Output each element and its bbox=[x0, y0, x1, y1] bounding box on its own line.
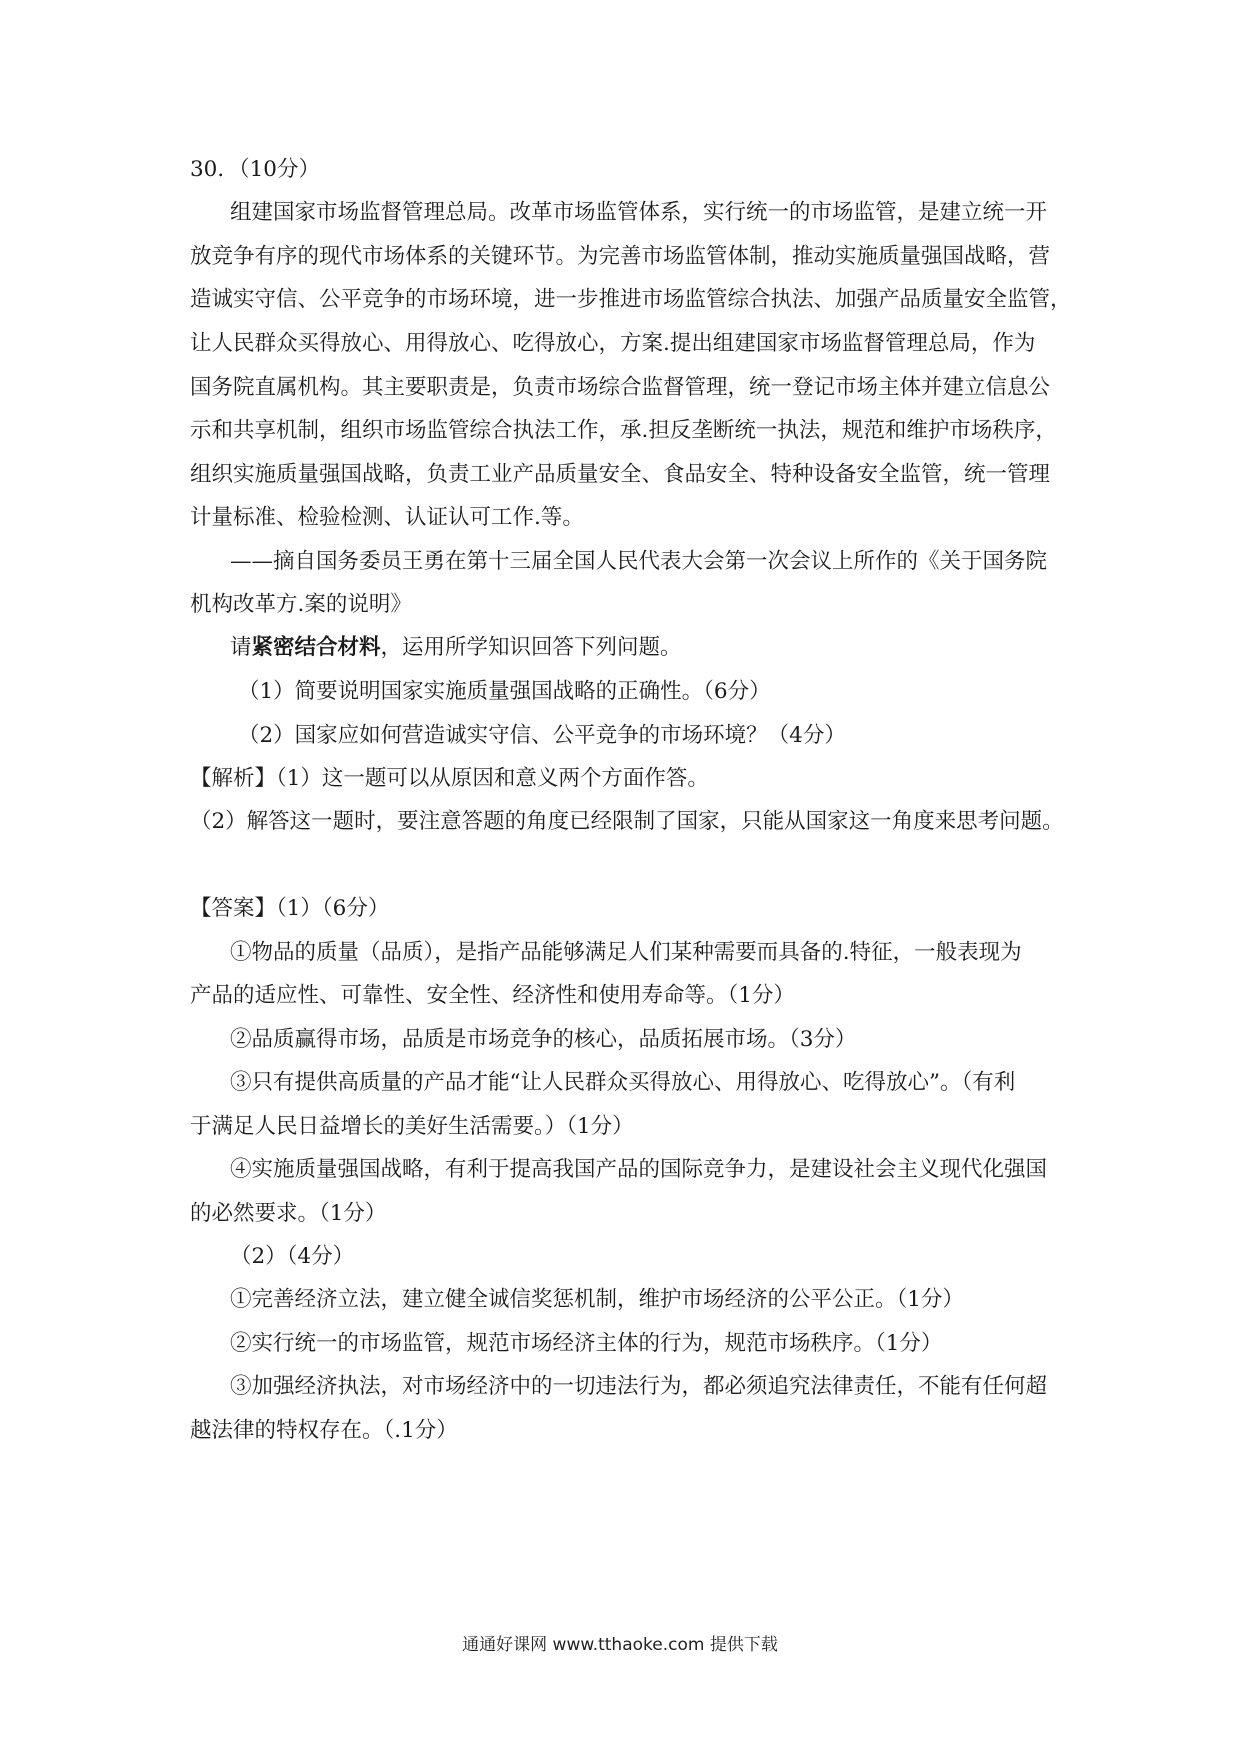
instruction bbox=[230, 636, 682, 660]
analysis-line: 【解析】（1）这一题可以从原因和意义两个方面作答。 bbox=[190, 766, 709, 791]
material-line: 国务院直属机构。其主要职责是，负责市场综合监督管理，统一登记市场主体并建立信息公 bbox=[190, 375, 1051, 400]
answer-line: 的必然要求。（1分） bbox=[190, 1201, 387, 1226]
answer-line: ②实行统一的市场监管，规范市场经济主体的行为，规范市场秩序。（1分） bbox=[230, 1331, 943, 1356]
answer-line: ④实施质量强国战略，有利于提高我国产品的国际竞争力，是建设社会主义现代化强国 bbox=[230, 1157, 1048, 1182]
answer-line: ②品质赢得市场，品质是市场竞争的核心，品质拓展市场。（3分） bbox=[230, 1027, 857, 1052]
question-header: 30．（10分） bbox=[190, 157, 320, 182]
source-line: 机构改革方.案的说明》 bbox=[190, 592, 412, 617]
answer-line: ③只有提供高质量的产品才能“让人民群众买得放心、用得放心、吃得放心”。（有利 bbox=[230, 1070, 1016, 1095]
answer-line: 越法律的特权存在。（.1分） bbox=[190, 1418, 458, 1443]
material-line: 计量标准、检验检测、认证认可工作.等。 bbox=[190, 505, 584, 530]
instruction-suffix: ，运用所学知识回答下列问题。 bbox=[380, 635, 682, 660]
material-line: 组建国家市场监督管理总局。改革市场监管体系，实行统一的市场监管，是建立统一开 bbox=[230, 200, 1048, 225]
analysis-line: （2）解答这一题时，要注意答题的角度已经限制了国家，只能从国家这一角度来思考问题。 bbox=[190, 809, 1064, 834]
answer-line: ①物品的质量（品质），是指产品能够满足人们某种需要而具备的.特征，一般表现为 bbox=[230, 940, 1022, 965]
answer-header: 【答案】（1）（6分） bbox=[190, 896, 390, 921]
material-line: 示和共享机制，组织市场监管综合执法工作，承.担反垄断统一执法，规范和维护市场秩序， bbox=[190, 418, 1057, 443]
material-line: 组织实施质量强国战略，负责工业产品质量安全、食品安全、特种设备安全监管，统一管理 bbox=[190, 462, 1051, 487]
answer-line: 于满足人民日益增长的美好生活需要。）（1分） bbox=[190, 1114, 634, 1139]
material-line: 放竞争有序的现代市场体系的关键环节。为完善市场监管体制，推动实施质量强国战略，营 bbox=[190, 244, 1051, 269]
footer-watermark: 通通好课网 www.tthaoke.com 提供下载 bbox=[462, 1635, 778, 1655]
answer-line: 产品的适应性、可靠性、安全性、经济性和使用寿命等。（1分） bbox=[190, 983, 795, 1008]
instruction-emphasis: 紧密结合材料 bbox=[251, 635, 381, 660]
answer-part-2-header: （2）（4分） bbox=[230, 1244, 355, 1269]
instruction-prefix: 请 bbox=[230, 635, 252, 660]
sub-question-2: （2）国家应如何营造诚实守信、公平竞争的市场环境？（4分） bbox=[238, 723, 846, 748]
answer-line: ①完善经济立法，建立健全诚信奖惩机制，维护市场经济的公平公正。（1分） bbox=[230, 1287, 964, 1312]
material-line: 造诚实守信、公平竞争的市场环境，进一步推进市场监管综合执法、加强产品质量安全监管， bbox=[190, 287, 1072, 312]
sub-question-1: （1）简要说明国家实施质量强国战略的正确性。（6分） bbox=[238, 679, 771, 704]
material-line: 让人民群众买得放心、用得放心、吃得放心，方案.提出组建国家市场监督管理总局，作为 bbox=[190, 331, 1036, 356]
source-line: ——摘自国务委员王勇在第十三届全国人民代表大会第一次会议上所作的《关于国务院 bbox=[230, 549, 1048, 574]
answer-line: ③加强经济执法，对市场经济中的一切违法行为，都必须追究法律责任，不能有任何超 bbox=[230, 1374, 1048, 1399]
